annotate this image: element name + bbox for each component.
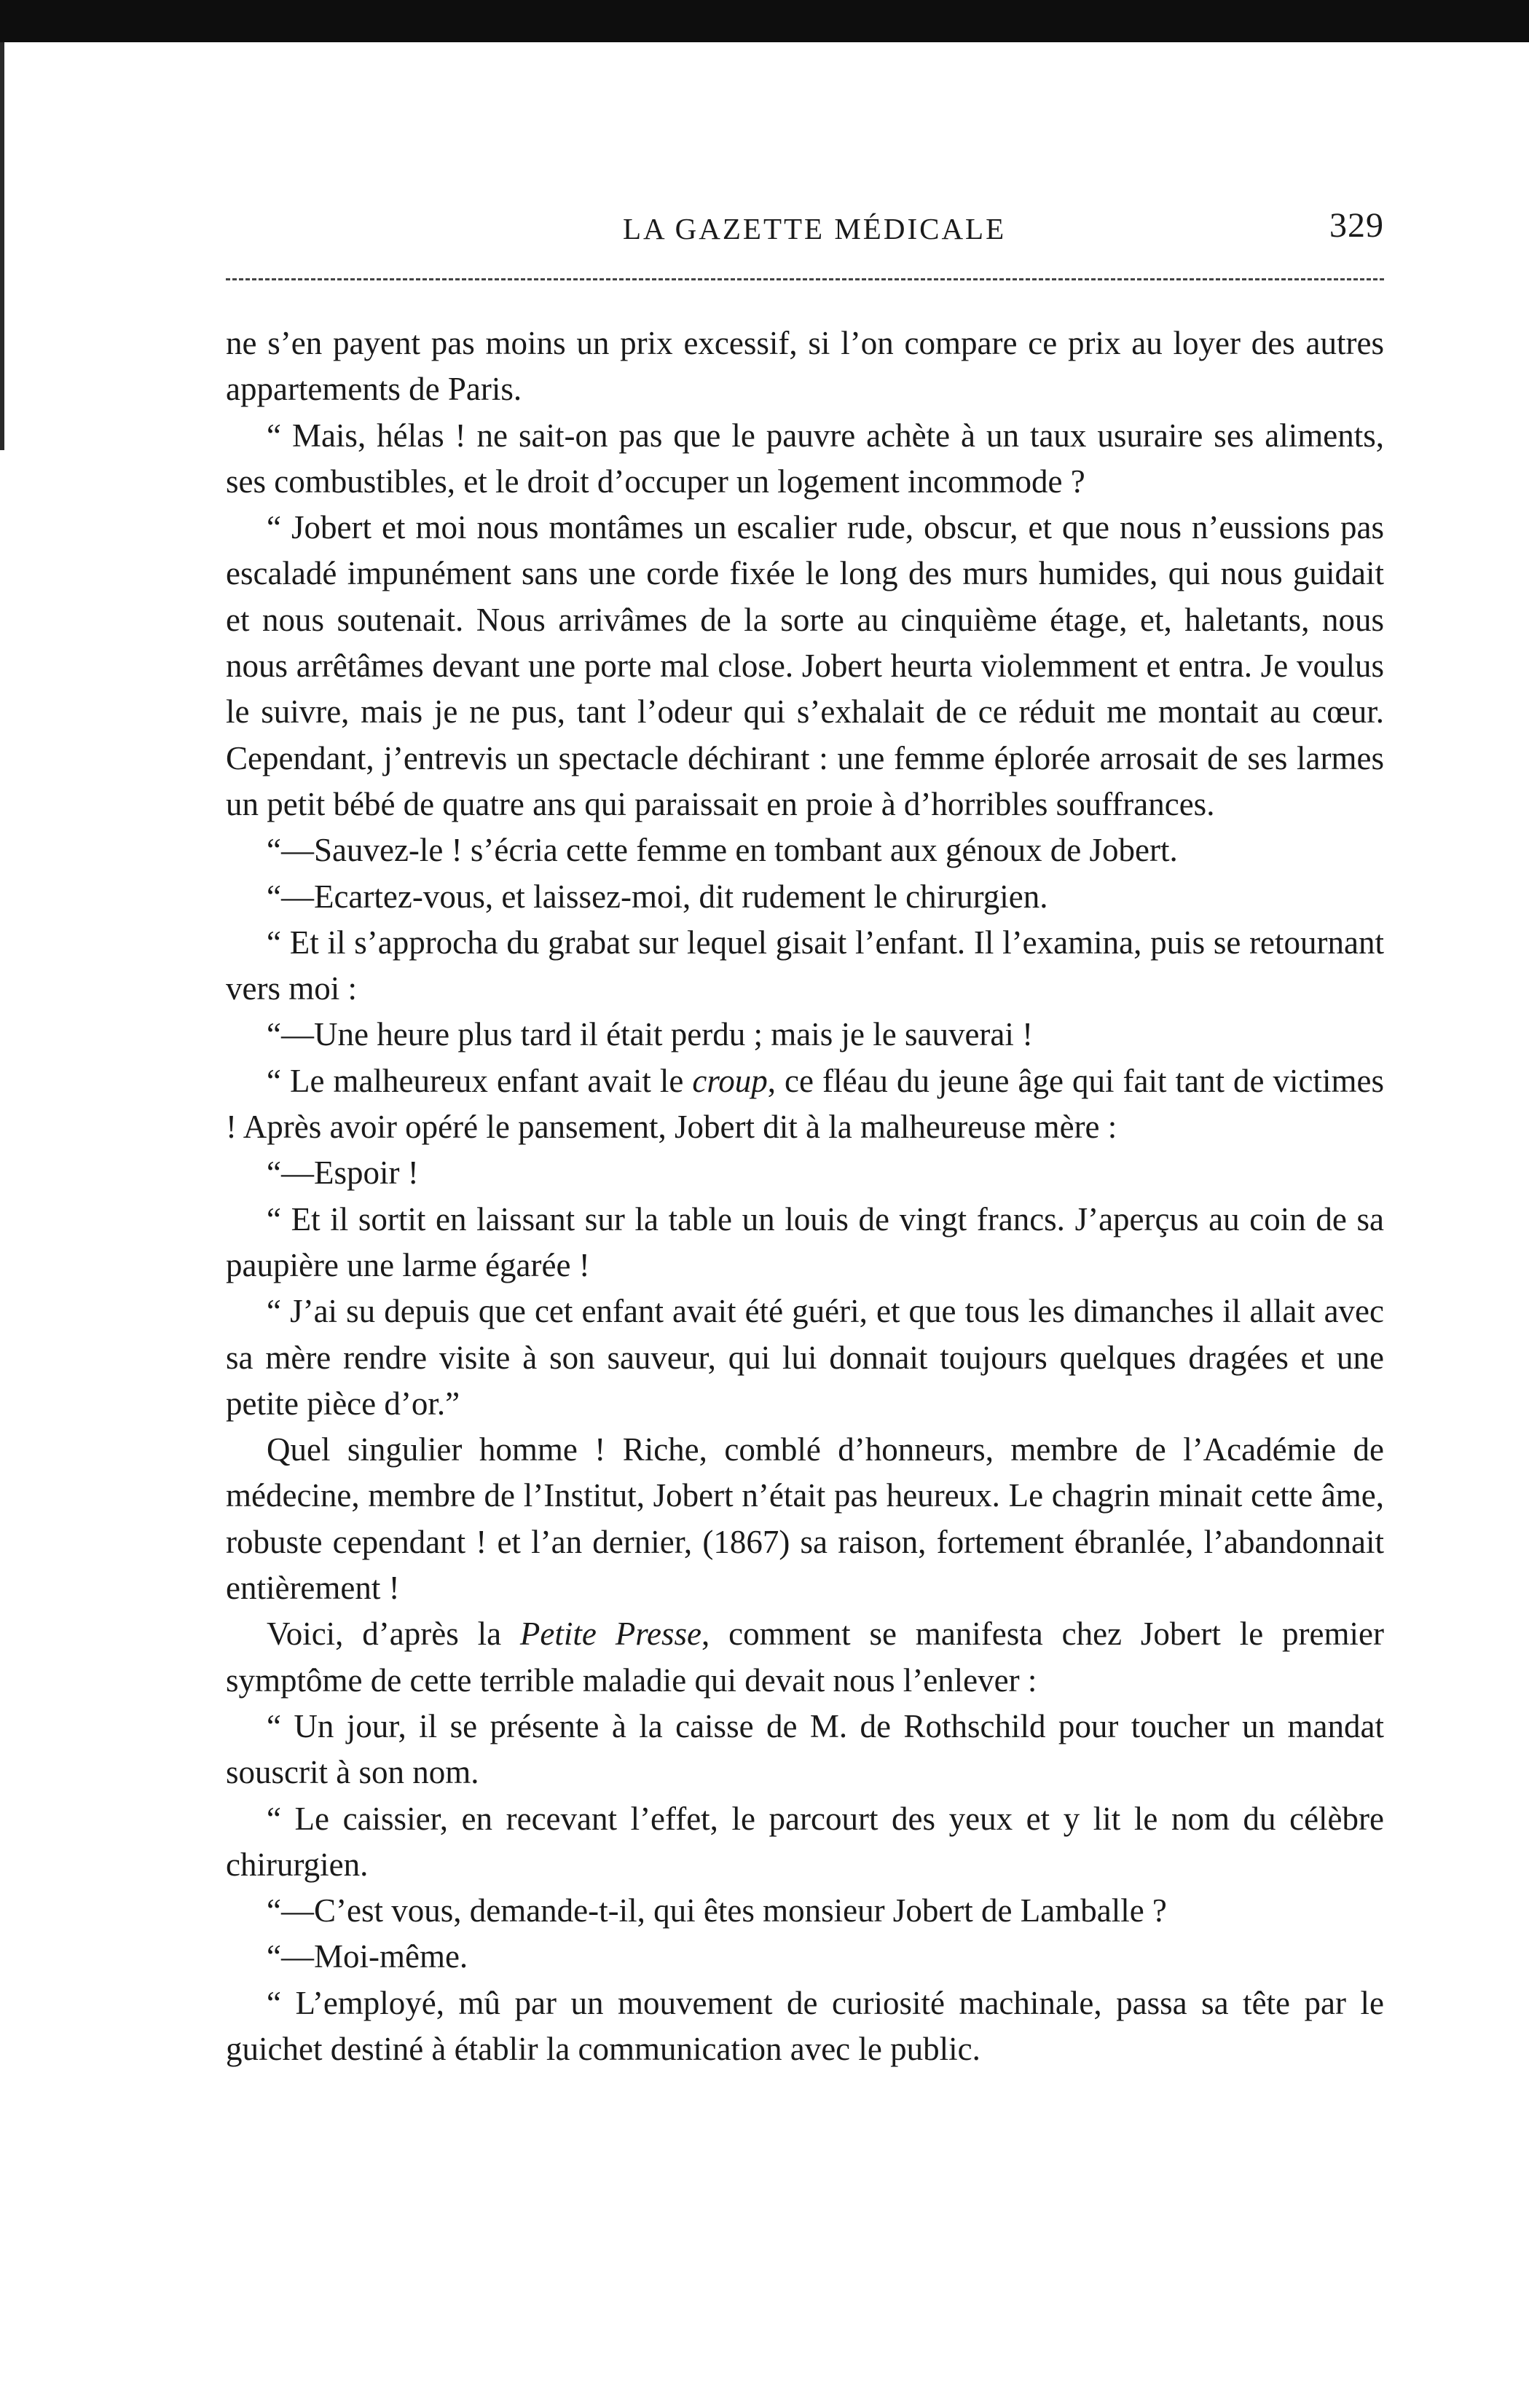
paragraph: “ J’ai su depuis que cet enfant avait été guéri, et que tous les dimanches il allait avec sa mère rendre visite à son sauveur, qui lui donnait toujours quelques dragées et une petite pièce d’or.”: [226, 1293, 1384, 1422]
body-text: [226, 320, 1384, 2072]
paragraph: “ Mais, hélas ! ne sait-on pas que le pauvre achète à un taux usuraire ses aliments, ses combustibles, et le droit d’occuper un logement incommode ?: [226, 417, 1384, 500]
paragraph: [226, 1611, 1384, 1704]
text-run: , ce fléau du jeune âge qui fait tant de victimes ! Après avoir opéré le pansement, Jobert dit à la malheureuse mère :: [226, 1062, 1384, 1146]
paragraph: “ L’employé, mû par un mouvement de curiosité machinale, passa sa tête par le guichet destiné à établir la communication avec le public.: [226, 1984, 1384, 2067]
text-run: Voici, d’après la: [267, 1616, 520, 1653]
scan-top-edge: [0, 0, 1529, 42]
text-run: , comment se manifesta chez Jobert le premier symptôme de cette terrible maladie qui devait nous l’enlever :: [226, 1616, 1384, 1699]
paragraph: “ Et il sortit en laissant sur la table un louis de vingt francs. J’aperçus au coin de sa paupière une larme égarée !: [226, 1200, 1384, 1283]
paragraph: Quel singulier homme ! Riche, comblé d’honneurs, membre de l’Académie de médecine, membre de l’Institut, Jobert n’était pas heureux. Le chagrin minait cette âme, robuste cependant ! et l’an dernier, (1867) sa raison, fortement ébranlée, l’abandonnait entièrement !: [226, 1431, 1384, 1607]
paragraph: “—Ecartez-vous, et laissez-moi, dit rudement le chirurgien.: [267, 878, 1048, 915]
paragraph: “—Une heure plus tard il était perdu ; mais je le sauverai !: [267, 1016, 1034, 1053]
page-number: 329: [1329, 206, 1384, 245]
header-rule: [226, 278, 1384, 280]
paragraph: “—Sauvez-le ! s’écria cette femme en tombant aux génoux de Jobert.: [267, 832, 1178, 869]
paragraph: “—C’est vous, demande-t-il, qui êtes monsieur Jobert de Lamballe ?: [267, 1892, 1167, 1929]
italic-term: croup: [692, 1062, 768, 1099]
text-run: “ Le malheureux enfant avait le: [267, 1062, 693, 1099]
paragraph: “—Espoir !: [267, 1154, 419, 1192]
paragraph: “ Jobert et moi nous montâmes un escalier rude, obscur, et que nous n’eussions pas escaladé impunément sans une corde fixée le long des murs humides, qui nous guidait et nous soutenait. Nous arrivâmes de la sorte au cinquième étage, et, haletants, nous nous arrêtâmes devant une porte mal close. Jobert heurta violemment et entra. Je voulus le suivre, mais je ne pus, tant l’odeur qui s’exhalait de ce réduit me montait au cœur. Cependant, j’entrevis un spectacle déchirant : une femme éplorée arrosait de ses larmes un petit bébé de quatre ans qui paraissait en proie à d’horribles souffrances.: [226, 509, 1384, 822]
scan-left-edge: [0, 42, 4, 450]
running-header: [226, 205, 1384, 256]
paragraph: “ Un jour, il se présente à la caisse de M. de Rothschild pour toucher un mandat souscrit à son nom.: [226, 1707, 1384, 1791]
paragraph: ne s’en payent pas moins un prix excessif, si l’on compare ce prix au loyer des autres appartements de Paris.: [226, 325, 1384, 408]
italic-title: Petite Presse: [519, 1616, 702, 1653]
paragraph: [226, 1058, 1384, 1151]
paragraph: “ Et il s’approcha du grabat sur lequel gisait l’enfant. Il l’examina, puis se retournant vers moi :: [226, 924, 1384, 1007]
paragraph: “—Moi-même.: [267, 1938, 468, 1975]
paragraph: “ Le caissier, en recevant l’effet, le parcourt des yeux et y lit le nom du célèbre chirurgien.: [226, 1800, 1384, 1883]
running-title: LA GAZETTE MÉDICALE: [623, 212, 1007, 245]
